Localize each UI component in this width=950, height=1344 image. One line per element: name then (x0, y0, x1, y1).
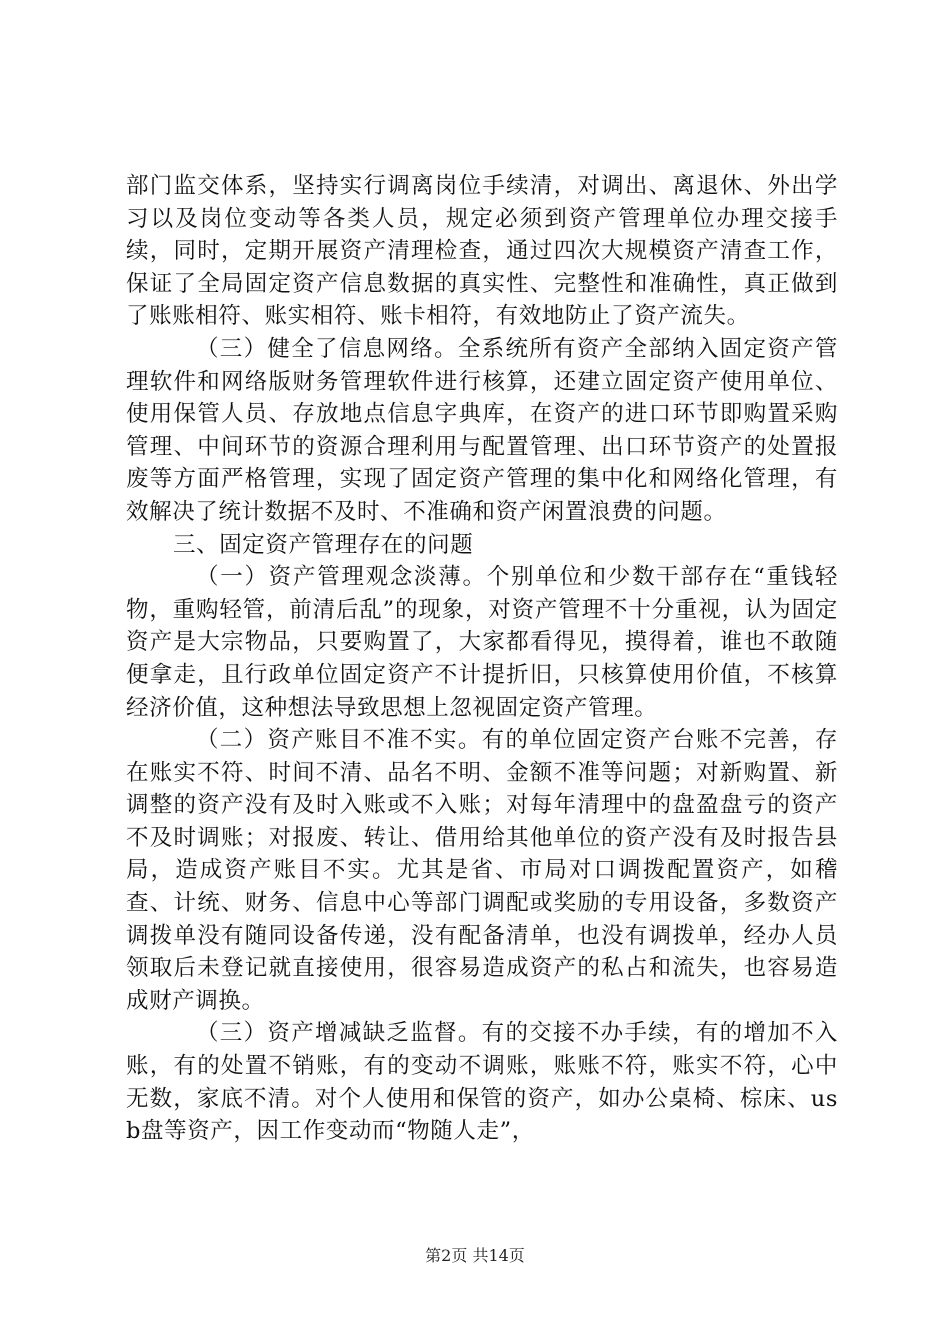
paragraph-info-network: （三）健全了信息网络。全系统所有资产全部纳入固定资产管理软件和网络版财务管理软件进行核算，还建立固定资产使用单位、使用保管人员、存放地点信息字典库，在资产的进口环节即购置采购管理、中间环节的资源合理利用与配置管理、出口环节资产的处置报废等方面严格管理，实现了固定资产管理的集中化和网络化管理，有效解决了统计数据不及时、不准确和资产闲置浪费的问题。 (126, 335, 838, 525)
paragraph-continuation: 部门监交体系，坚持实行调离岗位手续清，对调出、离退休、外出学习以及岗位变动等各类人员，规定必须到资产管理单位办理交接手续，同时，定期开展资产清理检查，通过四次大规模资产清查工作，保证了全局固定资产信息数据的真实性、完整性和准确性，真正做到了账账相符、账实相符、账卡相符，有效地防止了资产流失。 (126, 173, 838, 330)
section-heading-problems: 三、固定资产管理存在的问题 (173, 531, 474, 558)
paragraph-weak-awareness: （一）资产管理观念淡薄。个别单位和少数干部存在“重钱轻物，重购轻管，前清后乱”的现象，对资产管理不十分重视，认为固定资产是大宗物品，只要购置了，大家都看得见，摸得着，谁也不敢随便拿走，且行政单位固定资产不计提折旧，只核算使用价值，不核算经济价值，这种想法导致思想上忽视固定资产管理。 (126, 564, 838, 721)
document-body (126, 170, 838, 1148)
page-number-footer: 第2页 共14页 (425, 1246, 525, 1265)
paragraph-inaccurate-accounts: （二）资产账目不准不实。有的单位固定资产台账不完善，存在账实不符、时间不清、品名不明、金额不准等问题；对新购置、新调整的资产没有及时入账或不入账；对每年清理中的盘盈盘亏的资产不及时调账；对报废、转让、借用给其他单位的资产没有及时报告县局，造成资产账目不实。尤其是省、市局对口调拨配置资产，如稽查、计统、财务、信息中心等部门调配或奖励的专用设备，多数资产调拨单没有随同设备传递，没有配备清单，也没有调拨单，经办人员领取后未登记就直接使用，很容易造成资产的私占和流失，也容易造成财产调换。 (126, 727, 838, 1014)
paragraph-lack-of-supervision: （三）资产增减缺乏监督。有的交接不办手续，有的增加不入账，有的处置不销账，有的变动不调账，账账不符，账实不符，心中无数，家底不清。对个人使用和保管的资产，如办公桌椅、棕床、usb盘等资产，因工作变动而“物随人走”， (126, 1020, 838, 1145)
